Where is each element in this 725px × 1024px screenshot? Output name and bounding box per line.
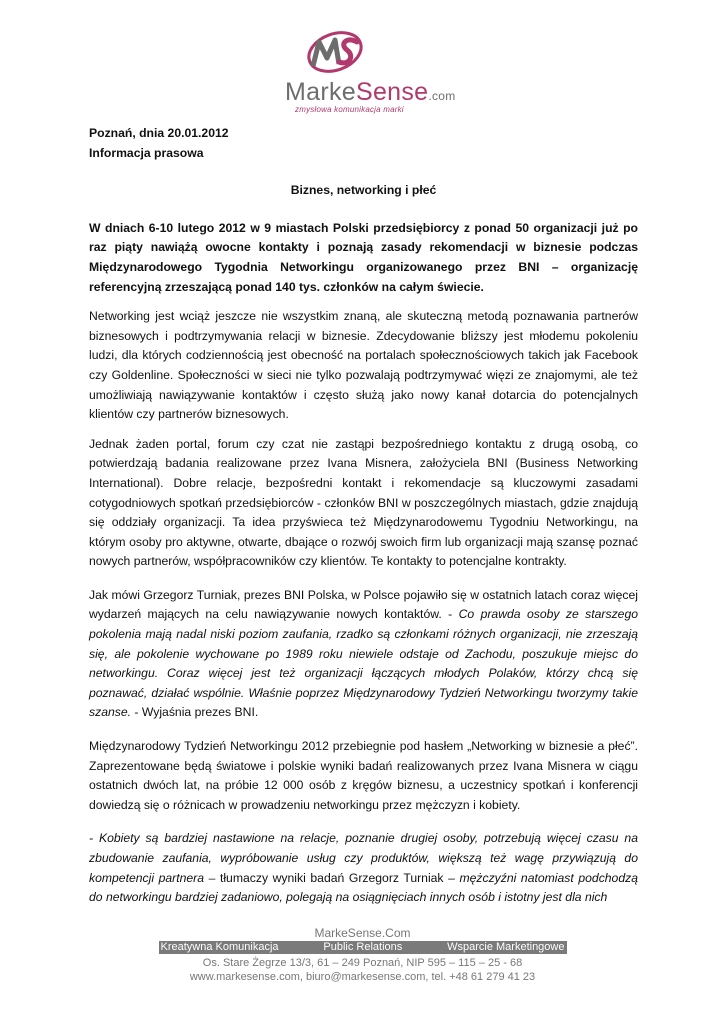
lead-paragraph: W dniach 6-10 lutego 2012 w 9 miastach Polski przedsiębiorcy z ponad 50 organizacji już po raz piąty nawiążą owocne kontakty i poznają zasady rekomendacji w biznesie podczas Międzynarodowego Tygodnia Networkingu organizowanego przez BNI – organizację referencyjną zrzeszającą ponad 140 tys. członków na całym świecie. (89, 220, 638, 294)
document-type: Informacja prasowa (89, 145, 204, 160)
paragraph-5 (89, 829, 638, 907)
paragraph-3-outro: - Wyjaśnia prezes BNI. (131, 705, 259, 720)
logo-tagline: zmysłowa komunikacja marki (295, 105, 404, 114)
paragraph-5-quote-2: mężczyźni natomiast podchodzą do networkingu bardziej zadaniowo, polegają na osiągnięciach innych osób i istotny jest dla nich (89, 870, 638, 905)
footer-address: Os. Stare Żegrze 13/3, 61 – 249 Poznań, NIP 595 – 115 – 25 - 68 (202, 957, 523, 969)
footer-service-1: Kreatywna Komunikacja (160, 941, 279, 953)
paragraph-5-attribution: tłumaczy wyniki badań Grzegorz Turniak – (215, 870, 460, 885)
letterhead (0, 26, 725, 114)
document-title: Biznes, networking i płeć (290, 183, 437, 198)
letterhead-footer (0, 926, 725, 984)
paragraph-4: Międzynarodowy Tydzień Networkingu 2012 przebiegnie pod hasłem „Networking w biznesie a płeć”. Zaprezentowane będą światowe i polskie wyniki badań realizowanych przez Ivana Misnera w ciągu ostatnich dwóch lat, na próbie 12 000 osób z kręgów biznesu, a uczestnicy spotkań i konferencji dowiedzą się o różnicach w prowadzeniu networkingu przez mężczyzn i kobiety. (89, 739, 638, 812)
paragraph-3-quote: Co prawda osoby ze starszego pokolenia mają nadal niski poziom zaufania, rzadko są członkami różnych organizacji, nie zrzeszają się, ale pokolenie wychowane po 1989 roku niewiele odstaje od Zachodu, poszukuje miejsc do networkingu. Coraz więcej jest też organizacji łączących młodych Polaków, którzy chcą się poznawać, działać wspólnie. Właśnie poprzez Międzynarodowy Tydzień Networkingu tworzymy takie szanse. (89, 607, 638, 720)
place-date: Poznań, dnia 20.01.2012 (89, 126, 229, 140)
footer-services-bar (159, 941, 567, 954)
logo-word-marke: Marke (285, 78, 356, 106)
paragraph-2: Jednak żaden portal, forum czy czat nie zastąpi bezpośredniego kontaktu z drugą osobą, co potwierdzają badania realizowane przez Ivana Misnera, założyciela BNI (Business Networking International). Dobre relacje, bezpośredni kontakt i rekomendacje są kluczowymi zasadami cotygodniowych spotkań przedsiębiorców - członków BNI w poszczególnych miastach, gdzie znajdują się oddziały organizacji. Ta idea przyświeca też Międzynarodowemu Tygodniu Networkingu, na którym osoby pro aktywne, otwarte, dbające o rozwój swoich firm lub organizacji mają szansę poznać nowych partnerów, współpracowników czy klientów. Te kontakty to potencjalne kontrakty. (89, 436, 638, 569)
paragraph-1: Networking jest wciąż jeszcze nie wszystkim znaną, ale skuteczną metodą poznawania partnerów biznesowych i podtrzymywania relacji w biznesie. Zdecydowanie bliższy jest młodemu pokoleniu ludzi, dla których codziennością jest obecność na portalach społecznościowych takich jak Facebook czy Goldenline. Społeczności w sieci nie tylko pozwalają podtrzymywać więzi ze znajomymi, ale też umożliwiają nawiązywanie kontaktów i często służą jako nowy kanał dotarcia do potencjalnych klientów czy partnerów biznesowych. (89, 309, 638, 422)
footer-site-name: MarkeSense.Com (314, 926, 411, 940)
footer-service-2: Public Relations (323, 941, 403, 953)
footer-service-3: Wsparcie Marketingowe (447, 941, 565, 953)
logo-suffix: .com (428, 89, 456, 103)
paragraph-5-quote: - Kobiety są bardziej nastawione na relacje, poznanie drugiej osoby, potrzebują więcej czasu na zbudowanie zaufania, wypróbowanie usług czy produktów, większą też wagę przywiązują do kompetencji partnera – (89, 831, 638, 885)
paragraph-3-intro: Jak mówi Grzegorz Turniak, prezes BNI Polska, w Polsce pojawiło się w ostatnich latach coraz więcej wydarzeń mających na celu nawiązywanie nowych kontaktów. - (89, 587, 638, 622)
footer-contact: www.markesense.com, biuro@markesense.com, tel. +48 61 279 41 23 (189, 971, 536, 983)
press-release-body (89, 124, 638, 908)
paragraph-3 (89, 586, 638, 723)
markesense-logo-icon (305, 28, 365, 76)
logo-word-sense: Sense (355, 78, 429, 106)
